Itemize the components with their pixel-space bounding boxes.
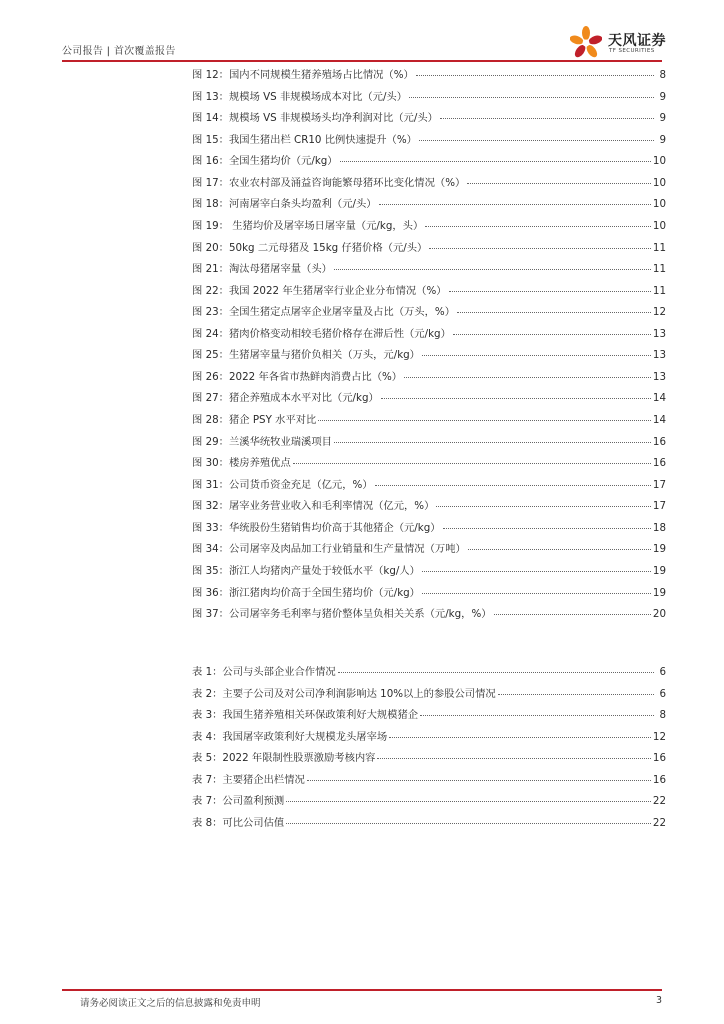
dot-leader: [389, 737, 651, 738]
dot-leader: [419, 140, 654, 141]
dot-leader: [409, 97, 654, 98]
figure-toc-entry[interactable]: [192, 411, 666, 433]
header-divider: [62, 60, 662, 62]
footer-divider: [62, 989, 662, 991]
table-toc-entry[interactable]: [192, 728, 666, 750]
toc-entry-label: 图 26：2022 年各省市热鲜肉消费占比（%）: [192, 370, 403, 383]
report-type-breadcrumb: 公司报告 | 首次覆盖报告: [62, 46, 176, 57]
toc-entry-label: 图 22：我国 2022 年生猪屠宰行业企业分布情况（%）: [192, 284, 447, 297]
dot-leader: [318, 420, 651, 421]
toc-entry-page: 13: [652, 327, 666, 340]
dot-leader: [420, 715, 654, 716]
figure-toc-entry[interactable]: [192, 239, 666, 261]
toc-entry-page: 22: [652, 795, 666, 808]
dot-leader: [422, 571, 651, 572]
toc-entry-page: 10: [652, 155, 666, 168]
toc-entry-label: 图 16：全国生猪均价（元/kg）: [192, 155, 338, 168]
toc-entry-page: 22: [652, 816, 666, 829]
figure-toc-entry[interactable]: [192, 389, 666, 411]
toc-entry-page: 16: [652, 752, 666, 765]
logo-text-cn: 天风证券: [608, 33, 666, 49]
toc-entry-label: 表 7：公司盈利预测: [192, 795, 285, 808]
toc-entry-page: 13: [652, 370, 666, 383]
toc-entry-page: 17: [652, 500, 666, 513]
figure-toc-entry[interactable]: [192, 325, 666, 347]
toc-entry-label: 图 15：我国生猪出栏 CR10 比例快速提升（%）: [192, 133, 417, 146]
dot-leader: [468, 549, 651, 550]
table-toc-entry[interactable]: [192, 814, 666, 836]
table-toc-entry[interactable]: [192, 749, 666, 771]
toc-entry-label: 图 27：猪企养殖成本水平对比（元/kg）: [192, 392, 379, 405]
dot-leader: [467, 183, 651, 184]
dot-leader: [381, 398, 651, 399]
toc-entry-page: 19: [652, 586, 666, 599]
figure-toc-entry[interactable]: [192, 195, 666, 217]
toc-entry-label: 表 5：2022 年限制性股票激励考核内容: [192, 752, 376, 765]
dot-leader: [377, 758, 650, 759]
toc-entry-label: 图 35：浙江人均猪肉产量处于较低水平（kg/人）: [192, 564, 420, 577]
table-toc-entry[interactable]: [192, 771, 666, 793]
toc-entry-page: 6: [659, 666, 666, 678]
toc-entry-label: 图 12：国内不同规模生猪养殖场占比情况（%）: [192, 69, 414, 81]
table-index: [192, 663, 666, 836]
figure-toc-entry[interactable]: [192, 109, 666, 131]
toc-entry-page: 14: [652, 392, 666, 405]
disclaimer-text: 请务必阅读正文之后的信息披露和免责申明: [80, 998, 261, 1009]
toc-entry-page: 20: [652, 608, 666, 621]
dot-leader: [443, 528, 651, 529]
figure-toc-entry[interactable]: [192, 519, 666, 541]
table-toc-entry[interactable]: [192, 792, 666, 814]
dot-leader: [307, 780, 651, 781]
toc-entry-label: 图 30：楼房养殖优点: [192, 457, 291, 470]
toc-entry-page: 8: [659, 69, 666, 81]
toc-entry-page: 8: [659, 709, 666, 722]
toc-entry-page: 17: [652, 478, 666, 491]
toc-entry-page: 12: [652, 306, 666, 319]
toc-entry-label: 图 19： 生猪均价及屠宰场日屠宰量（元/kg，头）: [192, 219, 424, 232]
toc-entry-label: 表 1：公司与头部企业合作情况: [192, 666, 336, 678]
dot-leader: [422, 593, 651, 594]
toc-entry-page: 13: [652, 349, 666, 362]
dot-leader: [436, 506, 650, 507]
dot-leader: [293, 463, 651, 464]
toc-entry-label: 表 2：主要子公司及对公司净利润影响达 10%以上的参股公司情况: [192, 687, 496, 700]
figure-toc-entry[interactable]: [192, 66, 666, 88]
dot-leader: [449, 291, 651, 292]
dot-leader: [286, 801, 651, 802]
toc-entry-page: 9: [659, 133, 666, 146]
toc-entry-page: 16: [652, 773, 666, 786]
toc-entry-page: 16: [652, 435, 666, 448]
figure-toc-entry[interactable]: [192, 131, 666, 153]
figure-toc-entry[interactable]: [192, 454, 666, 476]
dot-leader: [340, 161, 651, 162]
figure-toc-entry[interactable]: [192, 303, 666, 325]
toc-entry-label: 图 37：公司屠宰务毛利率与猪价整体呈负相关关系（元/kg，%）: [192, 608, 492, 621]
toc-entry-page: 9: [659, 90, 666, 103]
dot-leader: [334, 269, 651, 270]
figure-toc-entry[interactable]: [192, 282, 666, 304]
dot-leader: [379, 204, 651, 205]
toc-entry-page: 11: [652, 263, 666, 276]
toc-entry-page: 10: [652, 219, 666, 232]
figure-toc-entry[interactable]: [192, 217, 666, 239]
toc-entry-page: 16: [652, 457, 666, 470]
toc-entry-page: 9: [659, 112, 666, 125]
table-toc-entry[interactable]: [192, 706, 666, 728]
figure-toc-entry[interactable]: [192, 497, 666, 519]
figure-index: [192, 66, 666, 627]
toc-entry-label: 图 20：50kg 二元母猪及 15kg 仔猪价格（元/头）: [192, 241, 428, 254]
toc-entry-label: 表 4：我国屠宰政策利好大规模龙头屠宰场: [192, 730, 388, 743]
figure-toc-entry[interactable]: [192, 584, 666, 606]
toc-entry-label: 图 17：农业农村部及涌益咨询能繁母猪环比变化情况（%）: [192, 176, 466, 189]
table-toc-entry[interactable]: [192, 663, 666, 685]
figure-toc-entry[interactable]: [192, 540, 666, 562]
dot-leader: [404, 377, 651, 378]
toc-entry-page: 10: [652, 198, 666, 211]
figure-toc-entry[interactable]: [192, 476, 666, 498]
page-number: 3: [655, 995, 662, 1006]
toc-entry-label: 图 14：规模场 VS 非规模场头均净利润对比（元/头）: [192, 112, 438, 125]
logo-flower-icon: [570, 26, 602, 60]
figure-toc-entry[interactable]: [192, 174, 666, 196]
dot-leader: [416, 75, 654, 76]
toc-entry-page: 6: [659, 687, 666, 700]
toc-entry-label: 图 23：全国生猪定点屠宰企业屠宰量及占比（万头，%）: [192, 306, 455, 319]
figure-toc-entry[interactable]: [192, 368, 666, 390]
dot-leader: [494, 614, 651, 615]
figure-toc-entry[interactable]: [192, 260, 666, 282]
toc-entry-page: 19: [652, 564, 666, 577]
toc-entry-label: 图 18：河南屠宰白条头均盈利（元/头）: [192, 198, 377, 211]
dot-leader: [429, 248, 651, 249]
toc-entry-page: 12: [652, 730, 666, 743]
dot-leader: [422, 355, 651, 356]
toc-entry-label: 图 21：淘汰母猪屠宰量（头）: [192, 263, 332, 276]
toc-entry-page: 10: [652, 176, 666, 189]
toc-entry-label: 图 36：浙江猪肉均价高于全国生猪均价（元/kg）: [192, 586, 420, 599]
dot-leader: [334, 442, 651, 443]
table-toc-entry[interactable]: [192, 685, 666, 707]
toc-entry-label: 表 7：主要猪企出栏情况: [192, 773, 305, 786]
toc-entry-page: 19: [652, 543, 666, 556]
toc-entry-label: 图 34：公司屠宰及肉品加工行业销量和生产量情况（万吨）: [192, 543, 466, 556]
figure-toc-entry[interactable]: [192, 562, 666, 584]
dot-leader: [440, 118, 654, 119]
toc-entry-page: 11: [652, 284, 666, 297]
figure-toc-entry[interactable]: [192, 152, 666, 174]
toc-entry-page: 11: [652, 241, 666, 254]
dot-leader: [375, 485, 651, 486]
figure-toc-entry[interactable]: [192, 346, 666, 368]
toc-entry-page: 14: [652, 414, 666, 426]
toc-entry-label: 图 32：屠宰业务营业收入和毛利率情况（亿元，%）: [192, 500, 435, 513]
dot-leader: [457, 312, 651, 313]
toc-entry-label: 图 24：猪肉价格变动相较毛猪价格存在滞后性（元/kg）: [192, 327, 451, 340]
dot-leader: [286, 823, 651, 824]
toc-entry-label: 表 3：我国生猪养殖相关环保政策利好大规模猪企: [192, 709, 419, 722]
toc-entry-label: 图 29：兰溪华统牧业瑞溪项目: [192, 435, 332, 448]
logo-text-en: TF SECURITIES: [609, 48, 655, 54]
dot-leader: [338, 672, 654, 673]
dot-leader: [453, 334, 651, 335]
toc-entry-label: 图 31：公司货币资金充足（亿元，%）: [192, 478, 373, 491]
company-logo: [570, 26, 680, 60]
toc-entry-label: 图 28：猪企 PSY 水平对比: [192, 414, 317, 426]
figure-toc-entry[interactable]: [192, 433, 666, 455]
figure-toc-entry[interactable]: [192, 88, 666, 110]
toc-entry-label: 表 8：可比公司估值: [192, 816, 285, 829]
dot-leader: [498, 694, 654, 695]
dot-leader: [425, 226, 651, 227]
toc-entry-label: 图 33：华统股份生猪销售均价高于其他猪企（元/kg）: [192, 521, 441, 534]
figure-toc-entry[interactable]: [192, 605, 666, 627]
toc-entry-label: 图 13：规模场 VS 非规模场成本对比（元/头）: [192, 90, 408, 103]
toc-entry-label: 图 25：生猪屠宰量与猪价负相关（万头，元/kg）: [192, 349, 420, 362]
toc-entry-page: 18: [652, 521, 666, 534]
